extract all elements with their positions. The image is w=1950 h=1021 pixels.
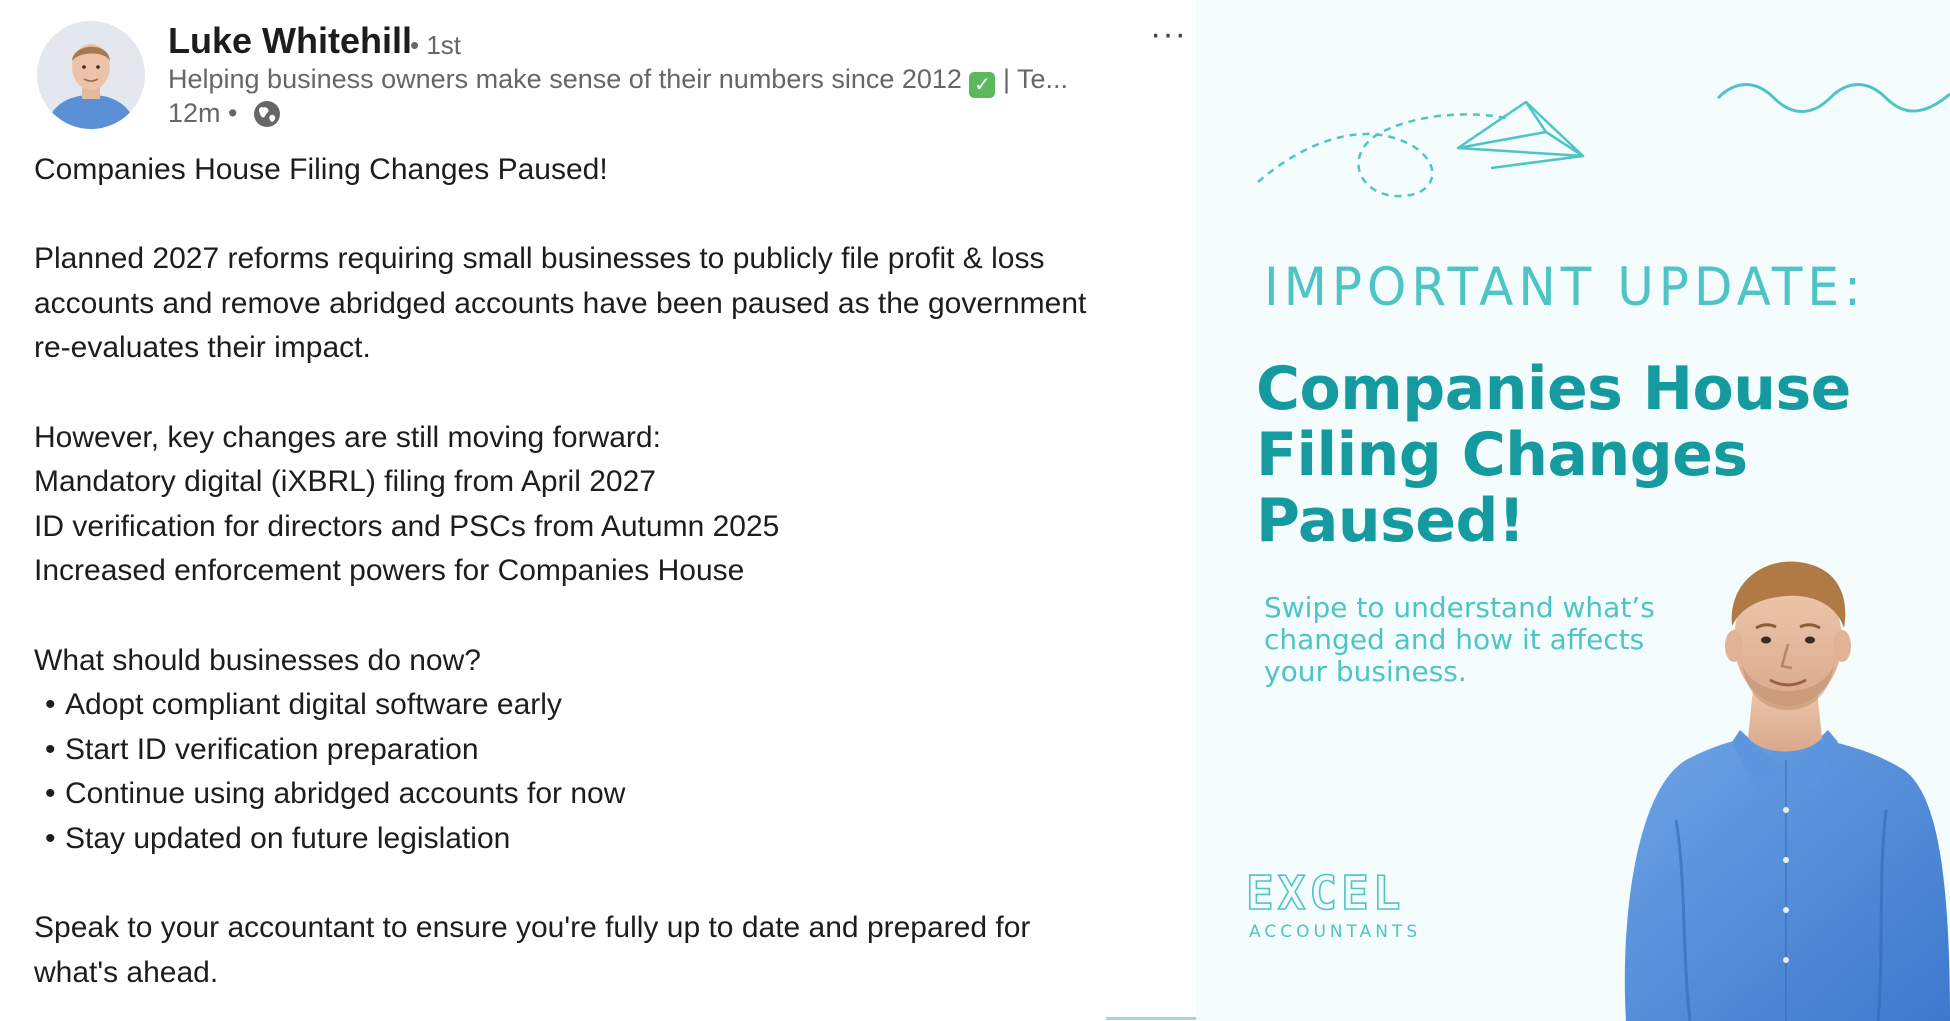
author-avatar[interactable] <box>37 21 145 129</box>
logo-subtitle: ACCOUNTANTS <box>1249 922 1422 942</box>
divider <box>1106 1017 1196 1020</box>
globe-icon <box>251 98 283 137</box>
more-options-icon[interactable]: ··· <box>1150 15 1187 53</box>
headline-text: Helping business owners make sense of their numbers since 2012 <box>168 64 962 94</box>
person-photo <box>1616 560 1950 1021</box>
post-image[interactable] <box>1196 0 1950 1021</box>
headline-tail: | Te... <box>1002 64 1069 94</box>
author-name[interactable]: Luke Whitehill <box>168 20 413 61</box>
list-item: • Adopt compliant digital software early <box>45 688 562 722</box>
avatar-photo <box>37 21 145 129</box>
closing-line: what's ahead. <box>34 955 219 989</box>
list-item: • Start ID verification preparation <box>45 732 479 766</box>
author-headline <box>168 64 1108 98</box>
kicker-text: IMPORTANT UPDATE: <box>1264 256 1866 318</box>
swipe-line: changed and how it affects <box>1264 623 1645 656</box>
paragraph-line: Mandatory digital (iXBRL) filing from April 2027 <box>34 465 656 499</box>
paragraph-line: accounts and remove abridged accounts have been paused as the government <box>34 286 1087 320</box>
post-title-line: Companies House Filing Changes Paused! <box>34 153 608 186</box>
excel-accountants-logo <box>1246 866 1422 942</box>
title-line: Filing Changes <box>1256 420 1748 490</box>
paragraph-line: However, key changes are still moving forward: <box>34 420 661 454</box>
check-mark-icon: ✓ <box>969 72 995 98</box>
title-line: Paused! <box>1256 486 1525 556</box>
swipe-line: Swipe to understand what’s <box>1264 591 1655 624</box>
paragraph-line: re-evaluates their impact. <box>34 331 371 365</box>
logo-word: EXCEL <box>1246 866 1405 920</box>
post-body <box>34 148 1184 995</box>
paragraph-line: ID verification for directors and PSCs from Autumn 2025 <box>34 509 780 543</box>
title-line: Companies House <box>1256 354 1851 424</box>
paragraph-line: Planned 2027 reforms requiring small businesses to publicly file profit & loss <box>34 242 1045 276</box>
closing-line: Speak to your accountant to ensure you're fully up to date and prepared for <box>34 911 1031 945</box>
post-meta <box>168 98 283 137</box>
paragraph-line: Increased enforcement powers for Companies House <box>34 554 745 588</box>
question-line: What should businesses do now? <box>34 643 481 677</box>
swipe-line: your business. <box>1264 655 1467 688</box>
list-item: • Stay updated on future legislation <box>45 821 511 855</box>
list-item: • Continue using abridged accounts for now <box>45 777 626 811</box>
connection-degree: • 1st <box>410 30 462 60</box>
paper-plane-decoration <box>1196 0 1950 220</box>
post-time: 12m • <box>168 98 238 128</box>
graphic-title <box>1256 356 1896 554</box>
